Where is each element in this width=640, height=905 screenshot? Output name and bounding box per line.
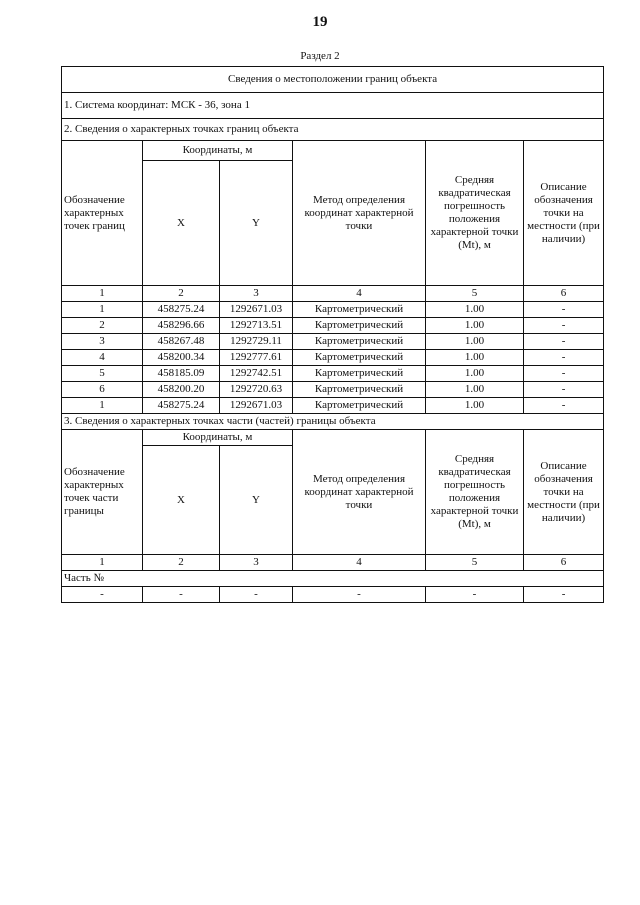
coord-x: 458275.24 — [143, 302, 220, 318]
method: Картометрический — [293, 350, 426, 366]
col-number: 3 — [220, 555, 293, 571]
point-id: 1 — [62, 302, 143, 318]
description: - — [524, 398, 604, 414]
point-id: 5 — [62, 366, 143, 382]
method: - — [293, 587, 426, 603]
table-row — [62, 334, 604, 350]
coord-system: 1. Система координат: МСК - 36, зона 1 — [62, 93, 604, 119]
coord-x: 458296.66 — [143, 318, 220, 334]
coord-x: 458185.09 — [143, 366, 220, 382]
header-method: Метод определения координат характерной точки — [293, 430, 426, 555]
table-title: Сведения о местоположении границ объекта — [62, 67, 604, 93]
col-number: 6 — [524, 286, 604, 302]
coord-x: 458200.20 — [143, 382, 220, 398]
table-row — [62, 350, 604, 366]
error: 1.00 — [426, 350, 524, 366]
header-description: Описание обозначения точки на местности (при наличии) — [524, 430, 604, 555]
point-id: - — [62, 587, 143, 603]
method: Картометрический — [293, 302, 426, 318]
error: 1.00 — [426, 366, 524, 382]
col-number: 1 — [62, 286, 143, 302]
header-description: Описание обозначения точки на местности (при наличии) — [524, 141, 604, 286]
table-row — [62, 366, 604, 382]
header-y: Y — [220, 161, 293, 286]
header-error: Средняя квадратическая погрешность положения характерной точки (Mt), м — [426, 430, 524, 555]
description: - — [524, 382, 604, 398]
coord-y: 1292729.11 — [220, 334, 293, 350]
part-label: Часть № — [62, 571, 604, 587]
header-method: Метод определения координат характерной точки — [293, 141, 426, 286]
error: 1.00 — [426, 398, 524, 414]
description: - — [524, 334, 604, 350]
col-number: 2 — [143, 555, 220, 571]
section-label: Раздел 2 — [300, 50, 340, 62]
table-row — [62, 318, 604, 334]
coord-y: - — [220, 587, 293, 603]
header-x: X — [143, 161, 220, 286]
method: Картометрический — [293, 398, 426, 414]
coord-y: 1292742.51 — [220, 366, 293, 382]
point-id: 2 — [62, 318, 143, 334]
page-number: 19 — [312, 14, 328, 30]
header-point: Обозначение характерных точек границ — [62, 141, 143, 286]
method: Картометрический — [293, 366, 426, 382]
section-2-title: 2. Сведения о характерных точках границ объекта — [62, 119, 604, 141]
col-number: 4 — [293, 555, 426, 571]
coord-y: 1292720.63 — [220, 382, 293, 398]
coord-x: 458267.48 — [143, 334, 220, 350]
method: Картометрический — [293, 334, 426, 350]
coord-y: 1292671.03 — [220, 398, 293, 414]
col-number: 5 — [426, 555, 524, 571]
header-coords: Координаты, м — [143, 141, 293, 161]
point-id: 6 — [62, 382, 143, 398]
column-numbers-row — [62, 555, 604, 571]
table-row — [62, 302, 604, 318]
header-point-part: Обозначение характерных точек части границы — [62, 430, 143, 555]
description: - — [524, 350, 604, 366]
error: 1.00 — [426, 334, 524, 350]
error: 1.00 — [426, 382, 524, 398]
header-y: Y — [220, 446, 293, 555]
method: Картометрический — [293, 318, 426, 334]
coord-x: - — [143, 587, 220, 603]
header-x: X — [143, 446, 220, 555]
coord-y: 1292777.61 — [220, 350, 293, 366]
boundary-table — [61, 66, 604, 603]
col-number: 1 — [62, 555, 143, 571]
col-number: 5 — [426, 286, 524, 302]
column-numbers-row — [62, 286, 604, 302]
table-row — [62, 382, 604, 398]
coord-y: 1292713.51 — [220, 318, 293, 334]
point-id: 4 — [62, 350, 143, 366]
coord-y: 1292671.03 — [220, 302, 293, 318]
coord-x: 458200.34 — [143, 350, 220, 366]
description: - — [524, 587, 604, 603]
section-3-title: 3. Сведения о характерных точках части (частей) границы объекта — [62, 414, 604, 430]
header-coords: Координаты, м — [143, 430, 293, 446]
description: - — [524, 318, 604, 334]
col-number: 3 — [220, 286, 293, 302]
error: - — [426, 587, 524, 603]
coord-x: 458275.24 — [143, 398, 220, 414]
col-number: 6 — [524, 555, 604, 571]
description: - — [524, 366, 604, 382]
point-id: 1 — [62, 398, 143, 414]
table-row — [62, 398, 604, 414]
col-number: 2 — [143, 286, 220, 302]
error: 1.00 — [426, 302, 524, 318]
method: Картометрический — [293, 382, 426, 398]
col-number: 4 — [293, 286, 426, 302]
description: - — [524, 302, 604, 318]
error: 1.00 — [426, 318, 524, 334]
point-id: 3 — [62, 334, 143, 350]
table-row — [62, 587, 604, 603]
header-error: Средняя квадратическая погрешность положения характерной точки (Mt), м — [426, 141, 524, 286]
